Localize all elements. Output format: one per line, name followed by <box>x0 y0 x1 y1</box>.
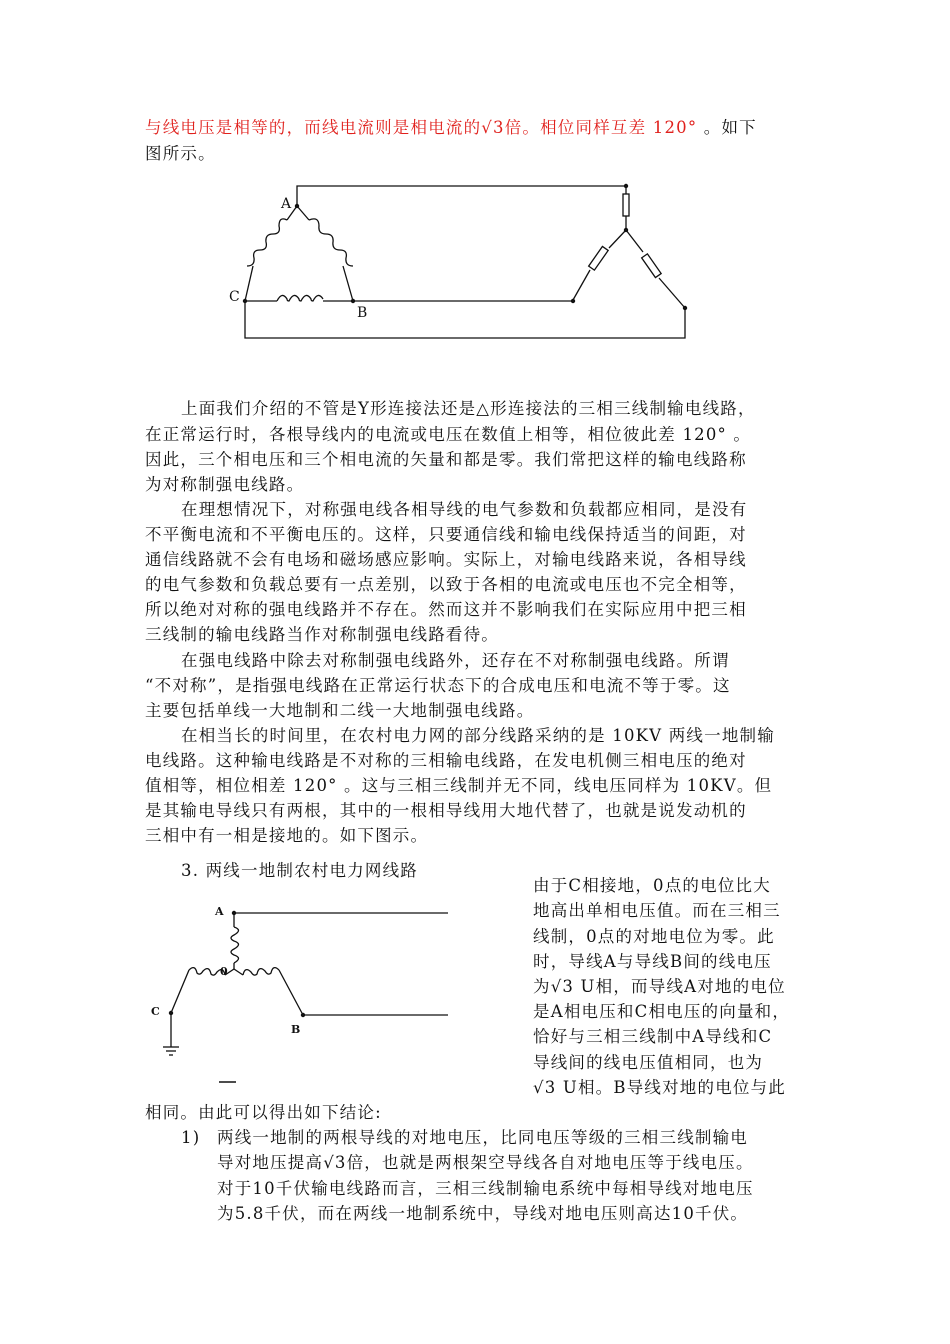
paragraph-line: 主要包括单线一大地制和二线一大地制强电线路。 <box>145 701 535 720</box>
paragraph-line: 是其输电导线只有两根，其中的一根相导线用大地代替了，也就是说发动机的 <box>145 801 747 820</box>
paragraph-line: 的电气参数和负载总要有一点差别，以致于各相的电流或电压也不完全相等， <box>145 575 747 594</box>
figure-two-wire-ground-circuit <box>145 895 465 1095</box>
paragraph-line: 在理想情况下，对称强电线各相导线的电气参数和负载都应相同，是没有 <box>181 500 748 519</box>
side-text-line: 时，导线A与导线B间的线电压 <box>533 952 772 971</box>
list-item-number: 1) <box>181 1128 201 1147</box>
fig2-label-c: C <box>151 1005 160 1018</box>
paragraph-line: “不对称”，是指强电线路在正常运行状态下的合成电压和电流不等于零。这 <box>145 676 731 695</box>
side-text-line: 线制，0点的对地电位为零。此 <box>533 927 775 946</box>
list-item-line: 两线一地制的两根导线的对地电压，比同电压等级的三相三线制输电 <box>217 1128 748 1147</box>
intro-line-1 <box>145 116 757 140</box>
paragraph-line: 不平衡电流和不平衡电压的。这样，只要通信线和输电线保持适当的间距，对 <box>145 525 747 544</box>
paragraph-line: 在强电线路中除去对称制强电线路外，还存在不对称制强电线路。所谓 <box>181 651 730 670</box>
intro-line-2: 图所示。 <box>145 144 216 163</box>
side-text-line: 恰好与三相三线制中A导线和C <box>533 1027 773 1046</box>
fig1-label-b: B <box>357 305 368 321</box>
paragraph-line: 上面我们介绍的不管是Y形连接法还是△形连接法的三相三线制输电线路， <box>181 399 756 418</box>
list-item-line: 导对地压提高√3倍，也就是两根架空导线各自对地电压等于线电压。 <box>217 1153 754 1172</box>
side-text-line: 导线间的线电压值相同，也为 <box>533 1053 764 1072</box>
side-text-line: 由于C相接地，0点的电位比大 <box>533 876 771 895</box>
paragraph-line: 在正常运行时，各根导线内的电流或电压在数值上相等，相位彼此差 120° 。 <box>145 425 752 444</box>
paragraph-line: 三相中有一相是接地的。如下图示。 <box>145 826 429 845</box>
intro-red-text: 与线电压是相等的，而线电流则是相电流的√3倍。相位同样互差 120° <box>145 118 698 137</box>
paragraph-line: 在相当长的时间里，在农村电力网的部分线路采纳的是 10KV 两线一地制输 <box>181 726 775 745</box>
fig2-label-o: 0 <box>220 965 228 978</box>
list-item-line: 对于10千伏输电线路而言，三相三线制输电系统中每相导线对地电压 <box>217 1179 754 1198</box>
section-heading: 3. 两线一地制农村电力网线路 <box>181 861 418 880</box>
side-text-line: √3 U相。B导线对地的电位与此 <box>533 1078 786 1097</box>
paragraph-line: 所以绝对对称的强电线路并不存在。然而这并不影响我们在实际应用中把三相 <box>145 600 747 619</box>
continuation-line: 相同。由此可以得出如下结论: <box>145 1103 382 1122</box>
paragraph-line: 为对称制强电线路。 <box>145 475 305 494</box>
list-item-line: 为5.8千伏，而在两线一地制系统中，导线对地电压则高达10千伏。 <box>217 1204 749 1223</box>
side-text-line: 是A相电压和C相电压的向量和， <box>533 1002 791 1021</box>
paragraph-line: 因此，三个相电压和三个相电流的矢量和都是零。我们常把这样的输电线路称 <box>145 450 747 469</box>
paragraph-line: 通信线路就不会有电场和磁场感应影响。实际上，对输电线路来说，各相导线 <box>145 550 747 569</box>
fig2-label-a: A <box>215 905 224 918</box>
paragraph-line: 三线制的输电线路当作对称制强电线路看待。 <box>145 625 499 644</box>
intro-tail-text: 。如下 <box>697 118 757 137</box>
fig2-label-b: B <box>291 1023 301 1036</box>
fig1-label-a: A <box>281 196 292 212</box>
figure-delta-circuit <box>225 180 700 350</box>
paragraph-line: 值相等，相位相差 120° 。这与三相三线制并无不同，线电压同样为 10KV。但 <box>145 776 773 795</box>
side-text-line: 地高出单相电压值。而在三相三 <box>533 901 781 920</box>
fig1-label-c: C <box>229 289 240 305</box>
paragraph-line: 电线路。这种输电线路是不对称的三相输电线路，在发电机侧三相电压的绝对 <box>145 751 747 770</box>
side-text-line: 为√3 U相，而导线A对地的电位 <box>533 977 786 996</box>
